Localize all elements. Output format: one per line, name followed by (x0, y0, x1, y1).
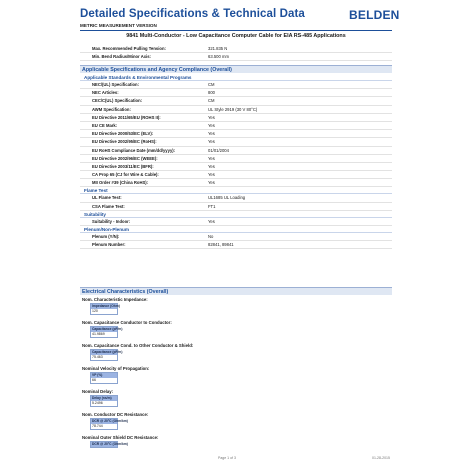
spec-label: EU CE Mark: (92, 122, 118, 128)
spec-label: EU Directive 2011/65/EU (ROHS II): (92, 114, 161, 120)
spec-value: Yes (208, 163, 215, 169)
spec-value: Yes (208, 180, 215, 186)
spec-row (80, 97, 392, 105)
electrical-label: Nom. Conductor DC Resistance: (82, 412, 149, 417)
electrical-table-header: Impedance (Ohm) (92, 304, 120, 308)
spec-value: Yes (208, 218, 215, 224)
spec-row (80, 241, 392, 249)
spec-label: Max. Recommended Pulling Tension: (92, 46, 166, 51)
electrical-table (90, 441, 128, 448)
electrical-table-value: 5.2496 (92, 401, 103, 405)
spec-row (80, 179, 392, 187)
electrical-item (80, 342, 392, 361)
spec-label: EU RoHS Compliance Date (mm/dd/yyyy): (92, 147, 176, 153)
spec-row (80, 155, 392, 163)
footer-date: 01-28-2015 (372, 456, 390, 460)
spec-label: UL Flame Test: (92, 195, 122, 201)
spec-row (80, 89, 392, 97)
electrical-table (90, 349, 123, 361)
spec-value: CM (208, 82, 215, 87)
spec-label: CSA Flame Test: (92, 203, 125, 209)
electrical-table-value: 120 (92, 309, 98, 313)
spec-value: Yes (208, 114, 215, 120)
spec-value: Yes (208, 172, 215, 178)
spec-label: EU Directive 2003/11/EC (BFR): (92, 163, 154, 169)
spec-label: NEC/(UL) Specification: (92, 82, 139, 87)
electrical-table-header: VP (%) (91, 373, 117, 378)
spec-row (80, 114, 392, 122)
electrical-item (80, 319, 392, 338)
electrical-item (80, 434, 392, 448)
spec-row (80, 138, 392, 146)
electrical-table (90, 418, 128, 430)
electrical-table-header: Capacitance (pF/m) (92, 327, 123, 331)
spec-value: 01/01/2004 (208, 147, 229, 153)
spec-row (80, 106, 392, 114)
electrical-item (80, 296, 392, 315)
spec-row (80, 233, 392, 241)
electrical-table-value: 66 (92, 378, 96, 382)
product-title: 9841 Multi-Conductor - Low Capacitance Computer Cable for EIA RS-485 Applications (126, 33, 346, 39)
spec-label: Plenum Number: (92, 242, 126, 248)
spec-value: 321.835 N (208, 46, 228, 51)
electrical-block (80, 296, 392, 448)
subsection-flame-test: Flame Test (80, 187, 392, 194)
spec-row (80, 171, 392, 179)
subsection-plenum: Plenum/Non-Plenum (80, 226, 392, 233)
electrical-table-value: 78.744 (92, 424, 103, 428)
electrical-table-header: DCR @ 20°C (Ohm/km) (92, 442, 128, 446)
electrical-table (90, 395, 118, 407)
spec-label: Plenum (Y/N): (92, 234, 120, 239)
spec-value: Yes (208, 139, 215, 145)
electrical-table (90, 372, 118, 384)
electrical-table-value: 75.463 (92, 355, 103, 359)
spec-value: UL Style 2919 (30 V 80°C) (208, 106, 258, 112)
page-title: Detailed Specifications & Technical Data (80, 8, 305, 20)
spec-value: Yes (208, 122, 215, 128)
page-number: Page 1 of 3 (218, 456, 236, 460)
spec-row (80, 130, 392, 138)
electrical-table-value: 41.9869 (92, 332, 105, 336)
spec-value: CM (208, 98, 215, 104)
spec-label: NEC Articles: (92, 90, 119, 96)
spec-label: CEC/C(UL) Specification: (92, 98, 143, 104)
spec-label: Suitability - Indoor: (92, 218, 131, 224)
spec-label: CA Prop 65 (CJ for Wire & Cable): (92, 172, 159, 178)
electrical-item (80, 411, 392, 430)
electrical-label: Nom. Characteristic Impedance: (82, 297, 148, 302)
electrical-label: Nominal Outer Shield DC Resistance: (82, 435, 159, 440)
spec-row (80, 194, 392, 202)
spec-row (80, 163, 392, 171)
electrical-table-header: Delay (ns/m) (91, 396, 117, 401)
spec-label: Min. Bend Radius/Minor Axis: (92, 54, 151, 60)
spec-value: UL1685 UL Loading (208, 195, 246, 201)
electrical-label: Nominal Delay: (82, 389, 114, 394)
electrical-label: Nom. Capacitance Conductor to Conductor: (82, 320, 172, 325)
subsection-standards: Applicable Standards & Environmental Programs (80, 74, 392, 81)
spec-value: FT1 (208, 203, 216, 209)
electrical-label: Nom. Capacitance Cond. to Other Conductor & Shield: (82, 343, 194, 348)
spec-label: EU Directive 2002/95/EC (RoHS): (92, 139, 157, 145)
spec-label: MII Order #39 (China RoHS): (92, 180, 149, 186)
spec-row (80, 147, 392, 155)
page-subtitle: METRIC MEASUREMENT VERSION (80, 23, 157, 28)
logo-text: BELDEN (349, 8, 400, 22)
spec-row (80, 45, 392, 53)
spec-row (80, 122, 392, 130)
electrical-table (90, 326, 123, 338)
spec-label: EU Directive 2002/96/EC (WEEE): (92, 155, 158, 161)
spec-value: 82841, 89841 (208, 242, 234, 248)
electrical-label: Nominal Velocity of Propagation: (82, 366, 150, 371)
spec-row (80, 203, 392, 211)
spec-row (80, 81, 392, 89)
subsection-suitability: Suitability (80, 211, 392, 218)
spec-row (80, 53, 392, 61)
spec-value: 800 (208, 90, 215, 96)
spec-value: Yes (208, 155, 215, 161)
electrical-table-header: Capacitance (pF/m) (92, 350, 123, 354)
spec-label: EU Directive 2000/53/EC (ELV): (92, 131, 154, 137)
applicable-block (80, 74, 392, 249)
spec-row (80, 218, 392, 226)
section-header-applicable: Applicable Specifications and Agency Compliance (Overall) (80, 65, 392, 73)
spec-value: 63.500 mm (208, 54, 229, 60)
section-header-electrical: Electrical Characteristics (Overall) (80, 287, 392, 295)
electrical-item (80, 388, 392, 407)
spec-value: No (208, 234, 214, 239)
header-divider (80, 30, 392, 31)
mechanical-rows (80, 45, 392, 61)
belden-logo (349, 8, 400, 23)
spec-label: AWM Specification: (92, 106, 131, 112)
electrical-table (90, 303, 118, 315)
electrical-item (80, 365, 392, 384)
spec-value: Yes (208, 131, 215, 137)
electrical-table-header: DCR @ 20°C (Ohm/km) (92, 419, 128, 423)
